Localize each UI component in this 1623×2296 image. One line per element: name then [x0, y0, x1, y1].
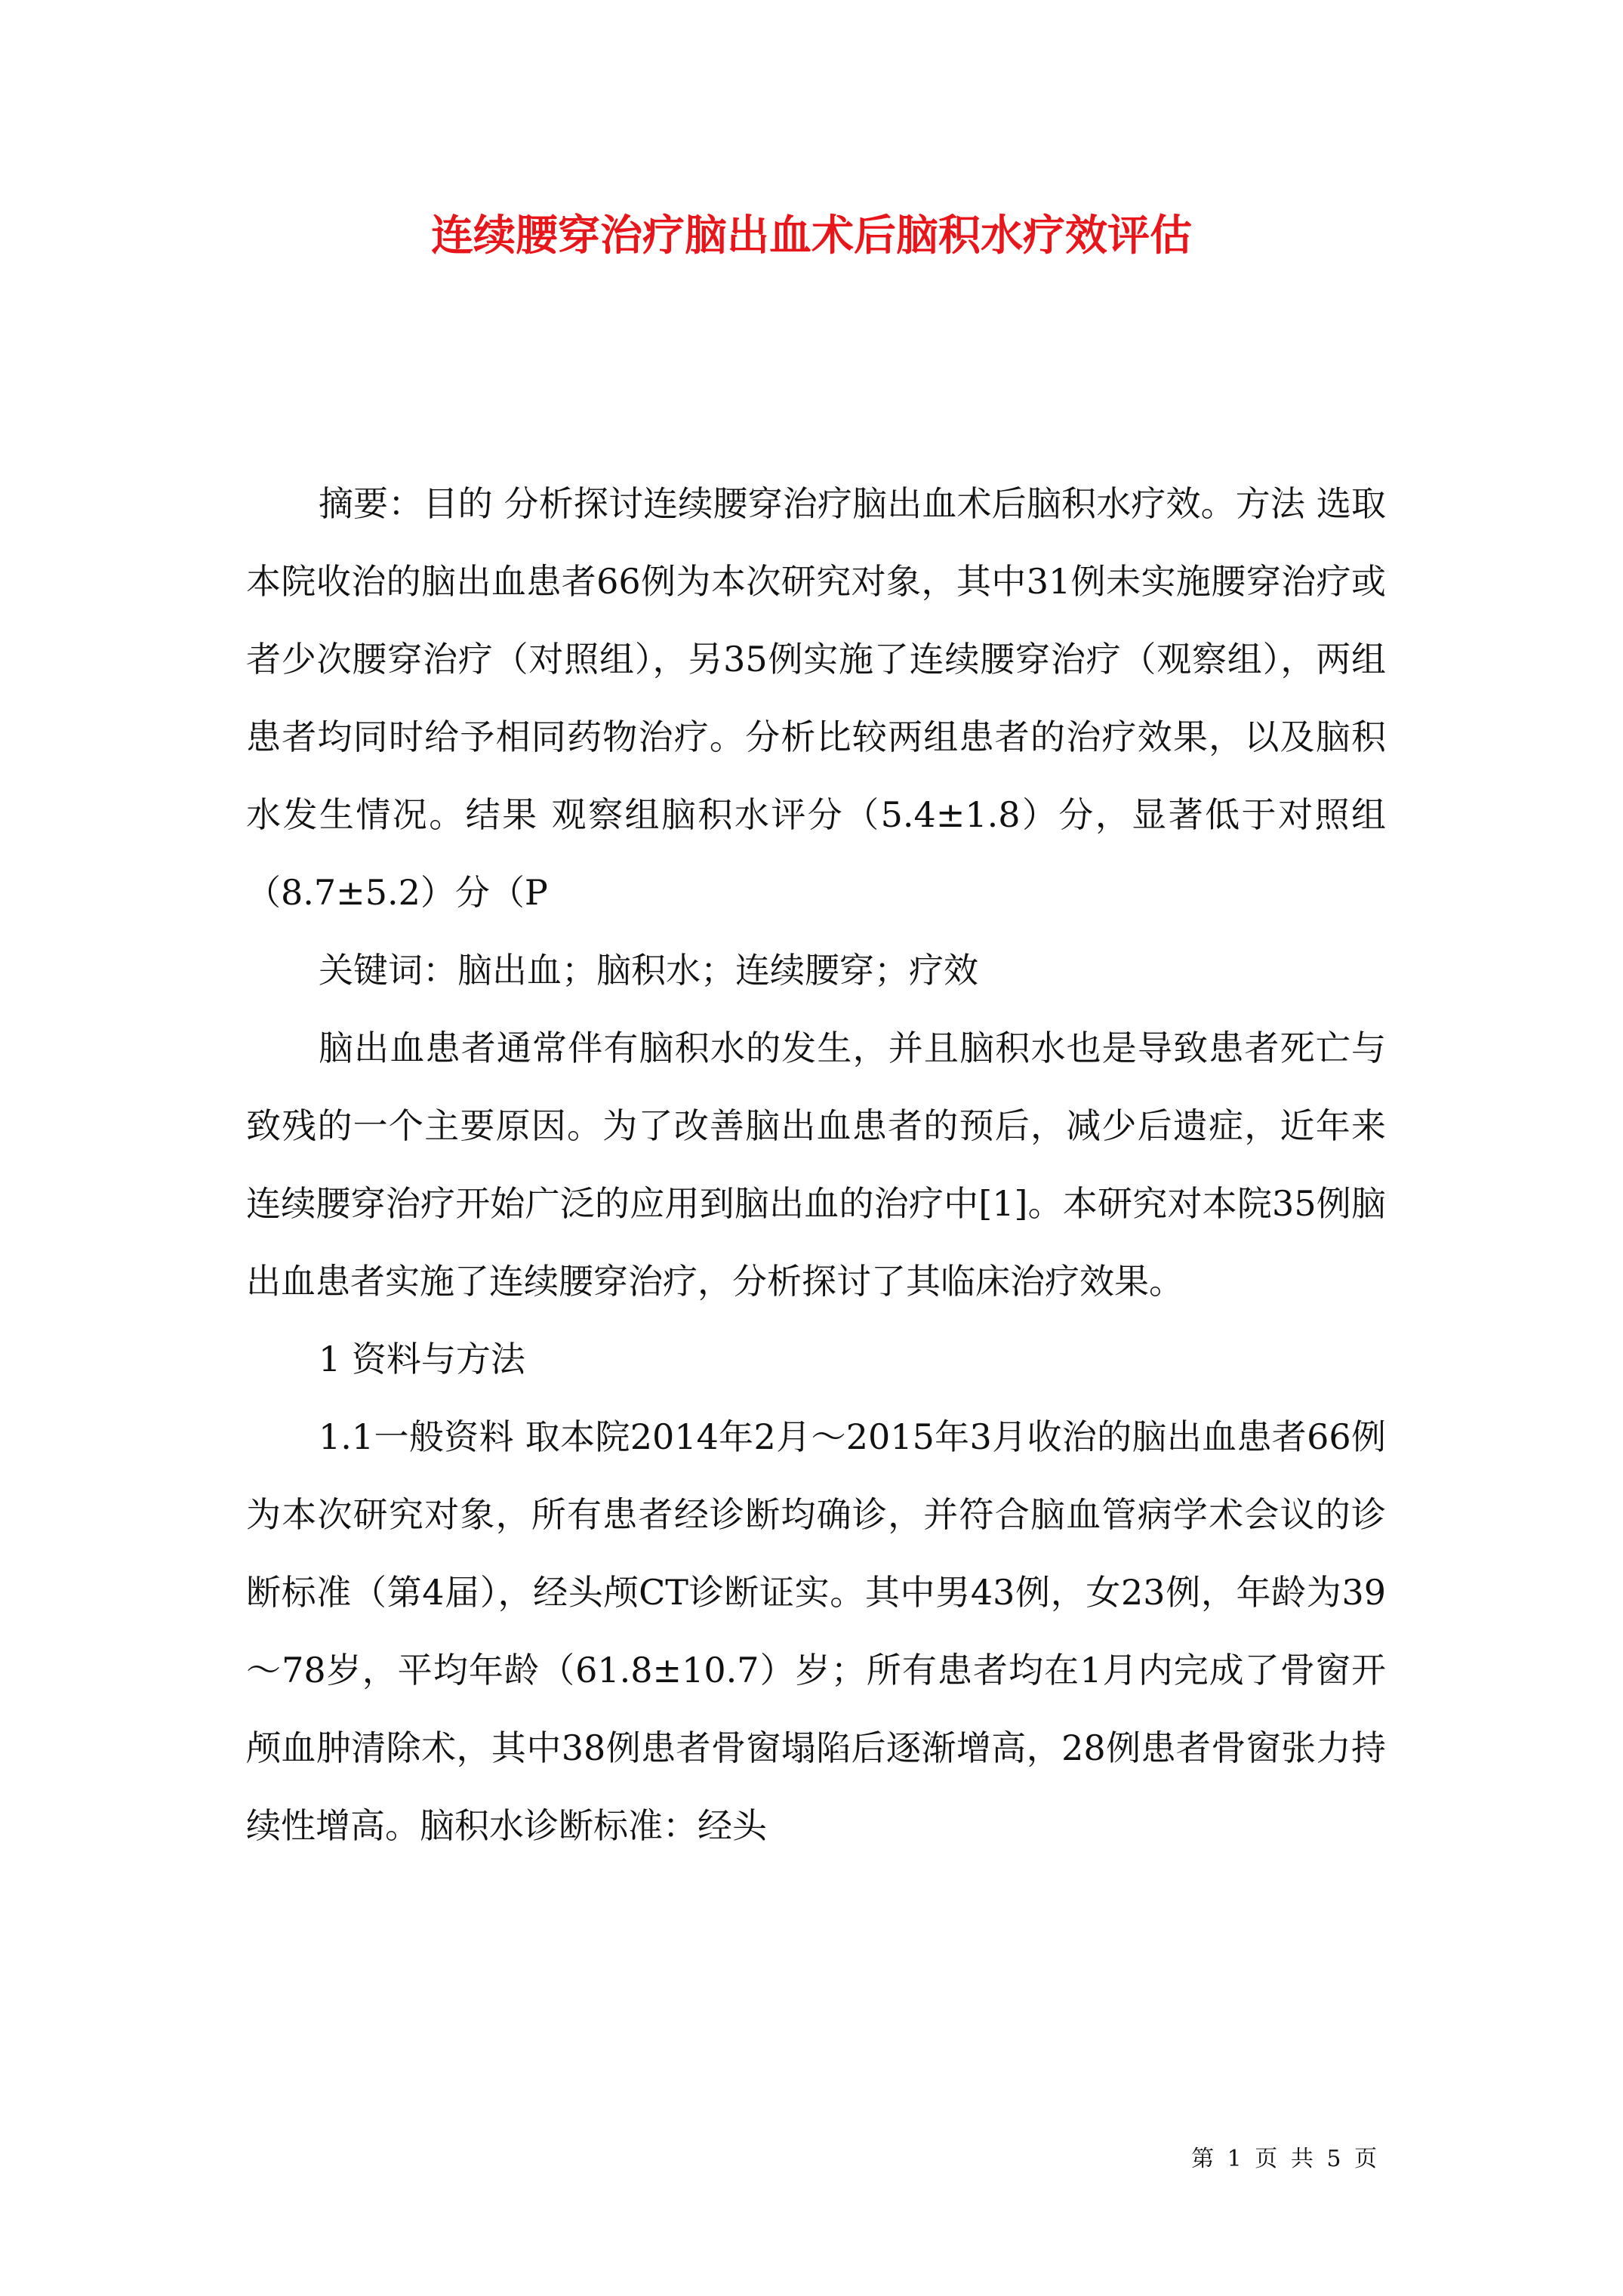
general-data-paragraph: 1.1一般资料 取本院2014年2月～2015年3月收治的脑出血患者66例为本次研究对象，所有患者经诊断均确诊，并符合脑血管病学术会议的诊断标准（第4届），经头颅CT诊断证实。其中男43例，女23例，年龄为39～78岁，平均年龄（61.8±10.7）岁；所有患者均在1月内完成了骨窗开颅血肿清除术，其中38例患者骨窗塌陷后逐渐增高，28例患者骨窗张力持续性增高。脑积水诊断标准：经头 [246, 1416, 1386, 1846]
document-body [246, 465, 1386, 1865]
section-heading: 1 资料与方法 [319, 1339, 525, 1379]
page-number: 第 1 页 共 5 页 [1191, 2146, 1380, 2172]
document-title: 连续腰穿治疗脑出血术后脑积水疗效评估 [431, 211, 1192, 260]
keywords-paragraph: 关键词：脑出血；脑积水；连续腰穿；疗效 [319, 950, 978, 991]
abstract-paragraph: 摘要：目的 分析探讨连续腰穿治疗脑出血术后脑积水疗效。方法 选取本院收治的脑出血患者66例为本次研究对象，其中31例未实施腰穿治疗或者少次腰穿治疗（对照组），另35例实施了连续腰穿治疗（观察组），两组患者均同时给予相同药物治疗。分析比较两组患者的治疗效果，以及脑积水发生情况。结果 观察组脑积水评分（5.4±1.8）分，显著低于对照组（8.7±5.2）分（P [246, 483, 1386, 913]
intro-paragraph: 脑出血患者通常伴有脑积水的发生，并且脑积水也是导致患者死亡与致残的一个主要原因。为了改善脑出血患者的预后，减少后遗症，近年来连续腰穿治疗开始广泛的应用到脑出血的治疗中[1]。本研究对本院35例脑出血患者实施了连续腰穿治疗，分析探讨了其临床治疗效果。 [246, 1028, 1386, 1302]
